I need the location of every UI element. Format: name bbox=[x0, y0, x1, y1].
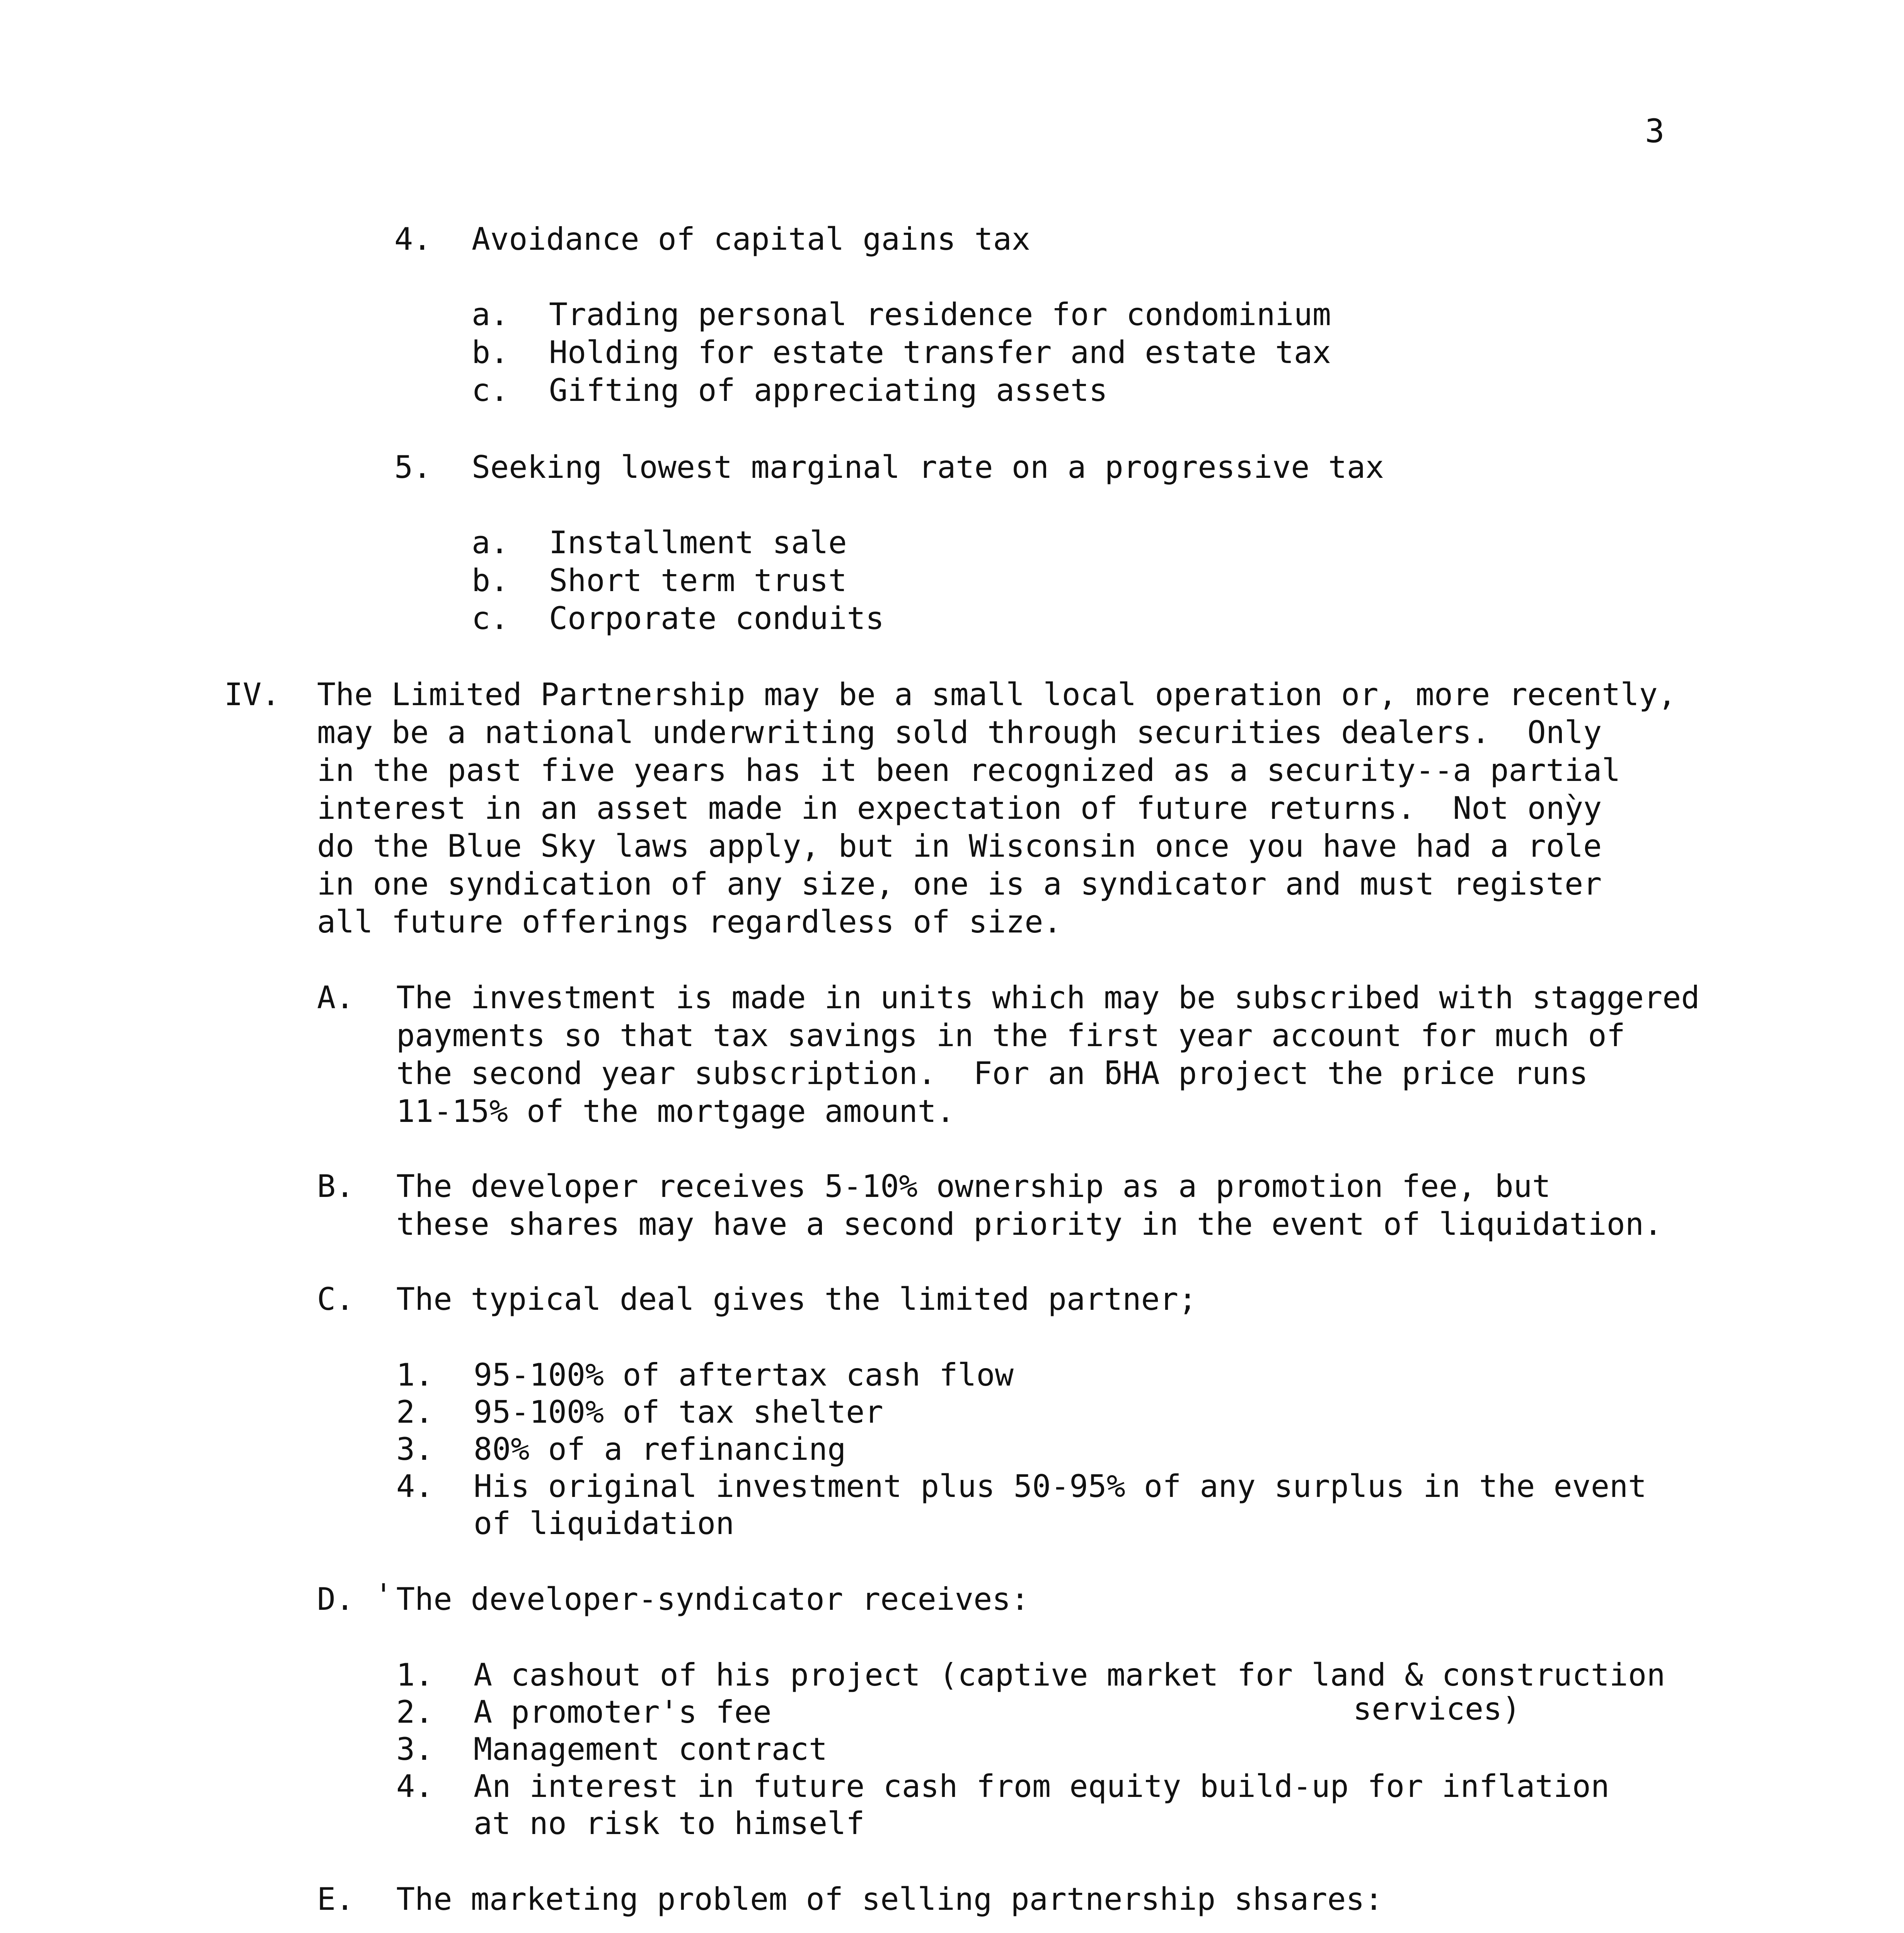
item-a-line: payments so that tax savings in the first year account for much of bbox=[396, 1018, 1625, 1053]
page-number: 3 bbox=[1645, 112, 1665, 150]
section-iv-line: all future offerings regardless of size. bbox=[317, 904, 1062, 940]
sub-marker: 1. bbox=[396, 1357, 434, 1393]
item-a-line: the second year subscription. For an ƃHA project the price runs bbox=[396, 1055, 1588, 1091]
sub-marker: a. bbox=[472, 525, 509, 561]
sub-marker: 3. bbox=[396, 1731, 434, 1767]
item-e-text: The marketing problem of selling partnership shsares: bbox=[396, 1881, 1383, 1917]
sub-text: 95-100% of aftertax cash flow bbox=[474, 1357, 1014, 1393]
item-a-line: The investment is made in units which may be subscribed with staggered bbox=[396, 980, 1700, 1016]
section-iv-line: in one syndication of any size, one is a syndicator and must register bbox=[317, 866, 1602, 902]
sub-text: Gifting of appreciating assets bbox=[549, 372, 1108, 408]
item-a-line: 11-15% of the mortgage amount. bbox=[396, 1093, 955, 1129]
item-e-marker: E. bbox=[317, 1881, 355, 1917]
item-5-text: Seeking lowest marginal rate on a progressive tax bbox=[472, 449, 1384, 485]
sub-text: 95-100% of tax shelter bbox=[474, 1394, 883, 1430]
section-iv-marker: IV. bbox=[224, 677, 280, 713]
sub-text-continuation: of liquidation bbox=[474, 1505, 735, 1541]
sub-text: A promoter's fee bbox=[474, 1694, 772, 1730]
sub-marker: 4. bbox=[396, 1768, 434, 1804]
sub-marker: 4. bbox=[396, 1468, 434, 1504]
section-iv-line: do the Blue Sky laws apply, but in Wisconsin once you have had a role bbox=[317, 828, 1602, 864]
section-iv-line: interest in an asset made in expectation of future returns. Not onỳy bbox=[317, 790, 1602, 826]
sub-marker: c. bbox=[472, 372, 509, 408]
sub-marker: 1. bbox=[396, 1657, 434, 1693]
item-4-text: Avoidance of capital gains tax bbox=[472, 221, 1030, 257]
sub-marker: b. bbox=[472, 563, 509, 598]
item-c-marker: C. bbox=[317, 1281, 355, 1317]
section-iv-line: may be a national underwriting sold through securities dealers. Only bbox=[317, 714, 1602, 750]
sub-text: Trading personal residence for condominium bbox=[549, 297, 1331, 332]
sub-text-continuation: at no risk to himself bbox=[474, 1805, 865, 1841]
sub-text: Installment sale bbox=[549, 525, 847, 561]
item-b-marker: B. bbox=[317, 1168, 355, 1204]
sub-text: His original investment plus 50-95% of any surplus in the event bbox=[474, 1468, 1647, 1504]
section-iv-line: in the past five years has it been recognized as a security--a partial bbox=[317, 752, 1621, 788]
sub-text: An interest in future cash from equity build-up for inflation bbox=[474, 1768, 1610, 1804]
stray-mark: ' bbox=[374, 1577, 393, 1613]
section-iv-line: The Limited Partnership may be a small local operation or, more recently, bbox=[317, 677, 1676, 713]
sub-marker: b. bbox=[472, 334, 509, 370]
sub-marker: 3. bbox=[396, 1431, 434, 1467]
sub-marker: 2. bbox=[396, 1694, 434, 1730]
item-a-marker: A. bbox=[317, 980, 355, 1016]
item-4-marker: 4. bbox=[394, 221, 432, 257]
sub-text: Corporate conduits bbox=[549, 600, 884, 636]
sub-marker: a. bbox=[472, 297, 509, 332]
sub-text: 80% of a refinancing bbox=[474, 1431, 846, 1467]
item-b-line: these shares may have a second priority in the event of liquidation. bbox=[396, 1206, 1663, 1242]
sub-text-wrap: services) bbox=[1353, 1691, 1521, 1727]
item-d-text: The developer-syndicator receives: bbox=[396, 1581, 1030, 1617]
sub-text: Short term trust bbox=[549, 563, 847, 598]
item-5-marker: 5. bbox=[394, 449, 432, 485]
sub-text: Management contract bbox=[474, 1731, 828, 1767]
item-b-line: The developer receives 5-10% ownership as a promotion fee, but bbox=[396, 1168, 1551, 1204]
item-d-marker: D. bbox=[317, 1581, 355, 1617]
sub-text: Holding for estate transfer and estate tax bbox=[549, 334, 1331, 370]
item-c-text: The typical deal gives the limited partner; bbox=[396, 1281, 1197, 1317]
sub-marker: c. bbox=[472, 600, 509, 636]
sub-marker: 2. bbox=[396, 1394, 434, 1430]
sub-text: A cashout of his project (captive market for land & construction bbox=[474, 1657, 1665, 1693]
